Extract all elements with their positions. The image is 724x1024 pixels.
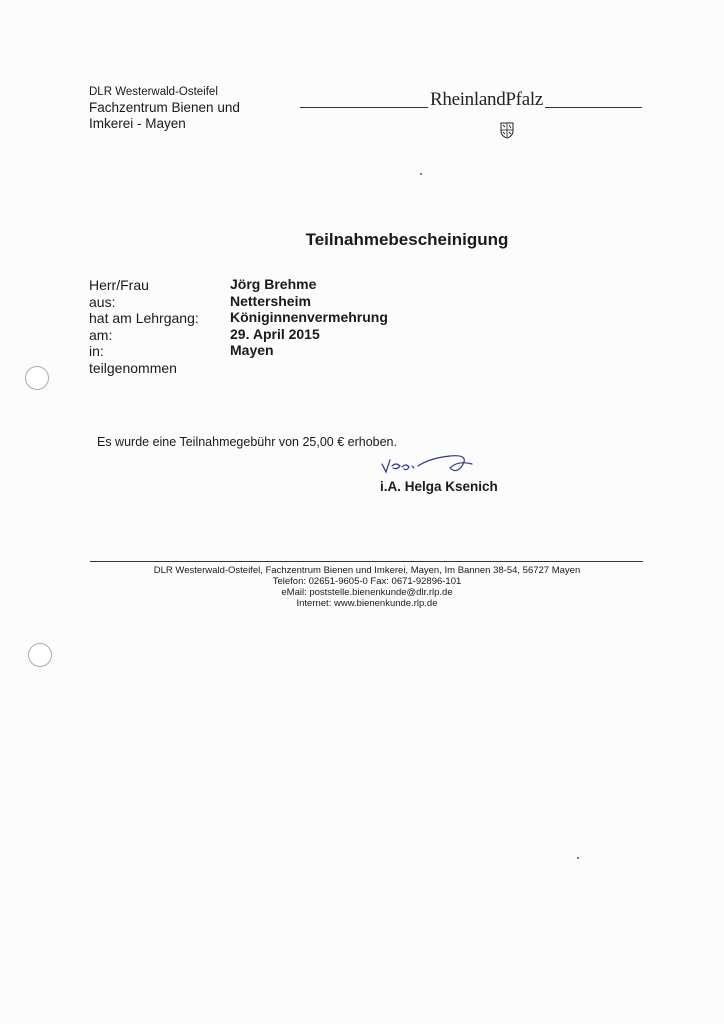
paper-speck [577,857,579,859]
label-name: Herr/Frau [89,277,149,293]
sender-block [89,84,240,132]
footer-phone: Telefon: 02651-9605-0 Fax: 0671-92896-101 [272,576,462,587]
value-name: Jörg Brehme [230,276,317,292]
footer-address: DLR Westerwald-Osteifel, Fachzentrum Bienen und Imkerei, Mayen, Im Bannen 38-54, 56727 Mayen [153,565,581,576]
field-labels [89,277,199,376]
label-date: am: [89,326,113,343]
footer-rule [90,561,643,562]
label-course: hat am Lehrgang: [89,310,199,326]
value-date: 29. April 2015 [230,325,320,342]
punch-hole [25,366,49,390]
value-from: Nettersheim [230,292,311,309]
punch-hole [28,643,52,667]
sender-line-2: Fachzentrum Bienen und [89,100,240,115]
handwritten-signature [380,452,480,477]
sender-line-1: DLR Westerwald-Osteifel [89,86,218,98]
signer-name: i.A. Helga Ksenich [380,479,498,494]
value-place: Mayen [230,342,274,358]
fee-note: Es wurde eine Teilnahmegebühr von 25,00 € erhoben. [97,435,397,449]
label-place: in: [89,343,104,359]
footer [0,565,724,609]
coat-of-arms-icon [500,122,514,139]
footer-internet: Internet: www.bienenkunde.rlp.de [296,598,438,609]
label-participated: teilgenommen [89,359,177,376]
paper-speck [420,173,422,175]
document-title: Teilnahmebescheinigung [305,230,509,249]
footer-email: eMail: poststelle.bienenkunde@dlr.rlp.de [281,587,453,598]
label-from: aus: [89,293,116,310]
value-course: Königinnenvermehrung [230,309,388,325]
sender-line-3: Imkerei - Mayen [89,116,186,131]
field-values [230,276,388,359]
state-logo: RheinlandPfalz [430,89,543,110]
